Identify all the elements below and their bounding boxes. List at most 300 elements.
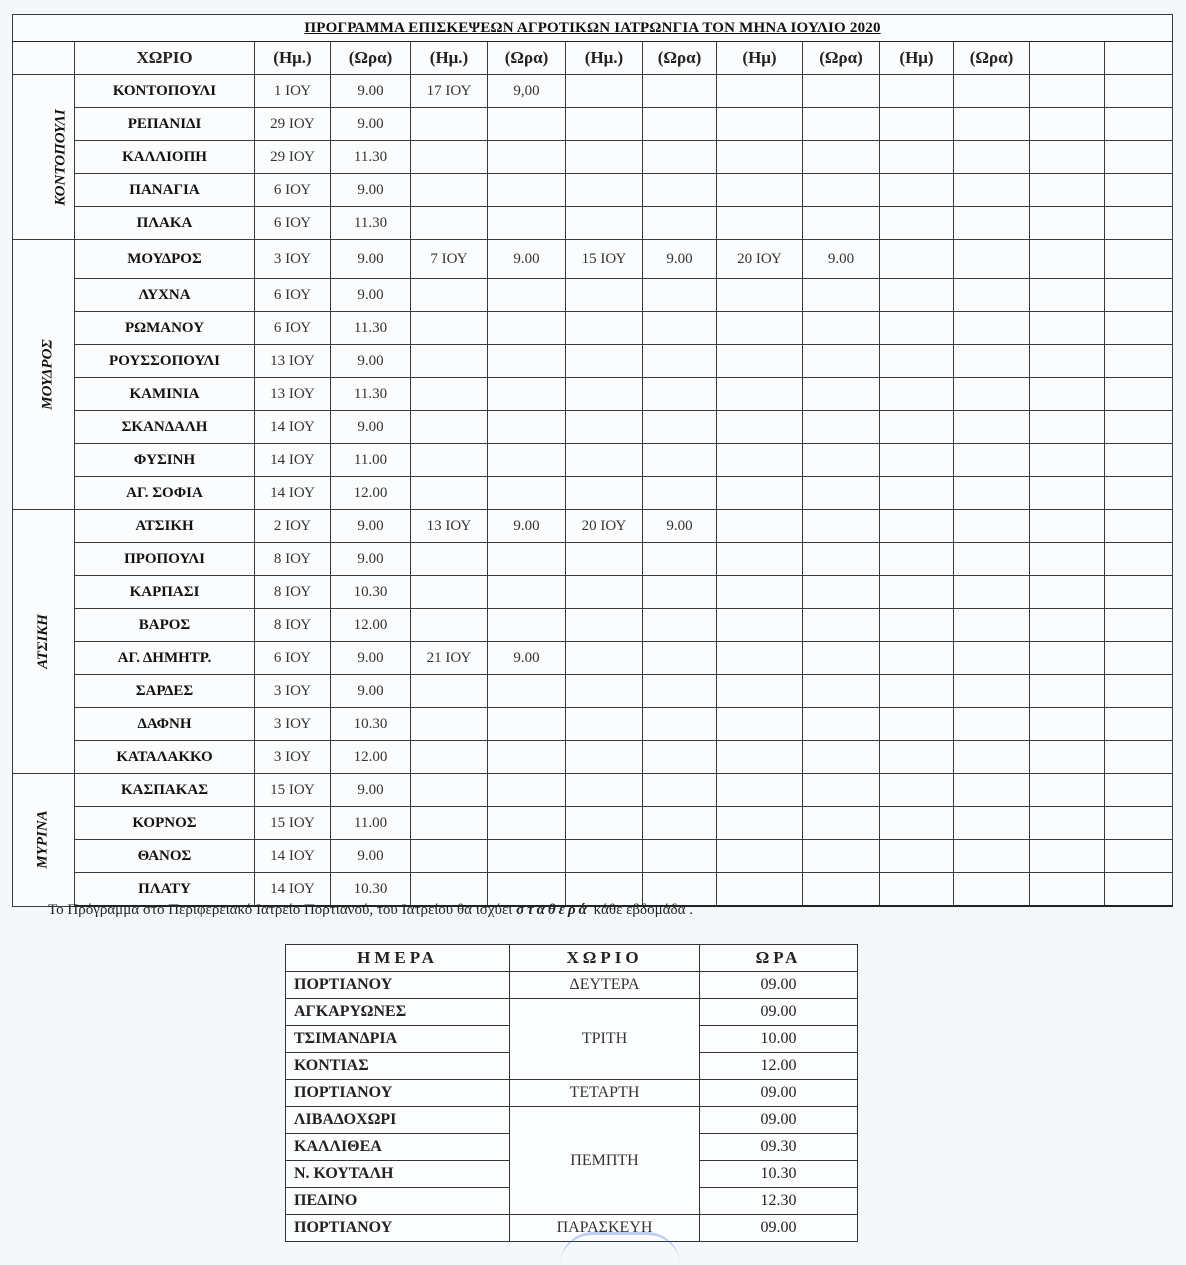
visit-date (880, 873, 954, 907)
visit-time (488, 411, 566, 444)
visit-date (880, 741, 954, 774)
table-row (13, 510, 1173, 543)
visit-date (717, 279, 803, 312)
table-row (13, 444, 1173, 477)
visit-time (488, 774, 566, 807)
visit-date: 8 ΙΟΥ (255, 576, 331, 609)
visit-date (566, 708, 643, 741)
visit-date (1030, 141, 1105, 174)
visit-time: 9,00 (488, 75, 566, 108)
visit-time (803, 279, 880, 312)
visit-date (880, 774, 954, 807)
visit-time: 12.00 (331, 477, 411, 510)
visit-time (803, 345, 880, 378)
visit-date (717, 444, 803, 477)
visit-time (954, 411, 1030, 444)
visit-time: 9.00 (643, 240, 717, 279)
visit-date (566, 108, 643, 141)
group-label (13, 774, 75, 907)
visit-time (643, 708, 717, 741)
visit-date (411, 543, 488, 576)
table-row (13, 576, 1173, 609)
visit-date (566, 576, 643, 609)
visit-time (488, 675, 566, 708)
weekly-village: ΠΕΔΙΝΟ (286, 1188, 510, 1215)
visit-time (1105, 345, 1173, 378)
visit-time: 9.00 (331, 510, 411, 543)
visit-time (954, 774, 1030, 807)
weekly-header-village: ΧΩΡΙΟ (510, 945, 700, 972)
visit-time: 9.00 (331, 345, 411, 378)
visit-time: 11.30 (331, 378, 411, 411)
visit-time: 9.00 (488, 510, 566, 543)
visit-date (880, 444, 954, 477)
visit-time (803, 174, 880, 207)
visit-date (411, 411, 488, 444)
stamp-mark (560, 1232, 680, 1265)
visit-date (717, 108, 803, 141)
visit-time (954, 510, 1030, 543)
visit-time (1105, 642, 1173, 675)
visit-time (488, 141, 566, 174)
village-name: ΚΑΤΑΛΑΚΚΟ (75, 741, 255, 774)
visit-time (643, 675, 717, 708)
weekly-time: 09.00 (700, 1107, 858, 1134)
visit-date (411, 708, 488, 741)
village-name: ΣΚΑΝΔΑΛΗ (75, 411, 255, 444)
visit-time: 9.00 (488, 240, 566, 279)
visit-time (954, 279, 1030, 312)
weekly-village: ΛΙΒΑΔΟΧΩΡΙ (286, 1107, 510, 1134)
weekly-time: 09.00 (700, 1215, 858, 1242)
visit-date: 13 ΙΟΥ (411, 510, 488, 543)
header-row (13, 42, 1173, 75)
visit-date: 21 ΙΟΥ (411, 642, 488, 675)
visit-time (1105, 873, 1173, 907)
visit-date (566, 345, 643, 378)
visit-date (411, 576, 488, 609)
col-header: (Ημ) (717, 42, 803, 75)
weekly-day: ΠΕΜΠΤΗ (510, 1107, 700, 1215)
visit-date (880, 279, 954, 312)
visit-time (954, 141, 1030, 174)
visit-date: 1 ΙΟΥ (255, 75, 331, 108)
village-name: ΡΕΠΑΝΙΔΙ (75, 108, 255, 141)
visit-date: 6 ΙΟΥ (255, 279, 331, 312)
visit-time: 12.00 (331, 609, 411, 642)
visit-time (488, 708, 566, 741)
visit-date (880, 477, 954, 510)
visit-time (1105, 240, 1173, 279)
table-row (13, 279, 1173, 312)
visit-time (643, 543, 717, 576)
village-name: ΚΑΣΠΑΚΑΣ (75, 774, 255, 807)
page-title: ΠΡΟΓΡΑΜΜΑ ΕΠΙΣΚΕΨΕΩΝ ΑΓΡΟΤΙΚΩΝ ΙΑΤΡΩΝΓΙΑ ΤΟΝ ΜΗΝΑ ΙΟΥΛΙΟ 2020 (13, 15, 1173, 42)
visit-time: 9.00 (803, 240, 880, 279)
weekly-header-time: ΩΡΑ (700, 945, 858, 972)
visit-time: 9.00 (331, 279, 411, 312)
visit-date (880, 411, 954, 444)
visit-time (1105, 411, 1173, 444)
weekly-row (286, 1080, 858, 1107)
visit-time (643, 576, 717, 609)
visit-time (488, 477, 566, 510)
visit-time (1105, 312, 1173, 345)
visit-date (880, 840, 954, 873)
visit-date (566, 279, 643, 312)
village-name: ΦΥΣΙΝΗ (75, 444, 255, 477)
visit-date: 14 ΙΟΥ (255, 873, 331, 907)
weekly-schedule-table (285, 944, 858, 1242)
visit-date (566, 174, 643, 207)
weekly-time: 12.00 (700, 1053, 858, 1080)
visit-date: 13 ΙΟΥ (255, 378, 331, 411)
weekly-day: ΠΑΡΑΣΚΕΥΗ (510, 1215, 700, 1242)
col-header: (Ημ.) (255, 42, 331, 75)
visit-time (643, 207, 717, 240)
visit-time (954, 345, 1030, 378)
visit-date (880, 708, 954, 741)
visit-time (803, 411, 880, 444)
visit-time (643, 642, 717, 675)
visit-time (488, 279, 566, 312)
weekly-time: 09.00 (700, 999, 858, 1026)
weekly-time: 09.00 (700, 972, 858, 999)
visit-date (566, 642, 643, 675)
village-name: ΡΟΥΣΣΟΠΟΥΛΙ (75, 345, 255, 378)
visit-date (1030, 411, 1105, 444)
visit-time (954, 240, 1030, 279)
footnote (48, 902, 693, 919)
visit-date: 8 ΙΟΥ (255, 609, 331, 642)
visit-date (1030, 444, 1105, 477)
visit-date: 6 ΙΟΥ (255, 207, 331, 240)
village-name: ΑΤΣΙΚΗ (75, 510, 255, 543)
table-row (13, 207, 1173, 240)
visit-time (488, 609, 566, 642)
visit-time: 11.00 (331, 444, 411, 477)
visit-date (411, 840, 488, 873)
visit-time (488, 108, 566, 141)
weekly-time: 09.30 (700, 1134, 858, 1161)
visit-time (803, 708, 880, 741)
visit-date (1030, 807, 1105, 840)
group-name: ΜΟΥΔΡΟΣ (39, 339, 56, 410)
visit-time (954, 609, 1030, 642)
table-row (13, 312, 1173, 345)
visit-date (411, 312, 488, 345)
visit-date (717, 378, 803, 411)
visit-date (1030, 708, 1105, 741)
visit-time (643, 477, 717, 510)
schedule-body (13, 75, 1173, 907)
visit-time: 9.00 (331, 75, 411, 108)
weekly-village: ΚΑΛΛΙΘΕΑ (286, 1134, 510, 1161)
visit-time: 9.00 (331, 840, 411, 873)
visit-time (488, 543, 566, 576)
visit-time (488, 174, 566, 207)
visit-date (566, 378, 643, 411)
visit-date (411, 378, 488, 411)
visit-date (880, 141, 954, 174)
visit-time: 9.00 (331, 642, 411, 675)
col-header: (Ωρα) (488, 42, 566, 75)
visit-time (803, 741, 880, 774)
visit-date (880, 345, 954, 378)
table-row (13, 108, 1173, 141)
col-header: (Ημ.) (566, 42, 643, 75)
visit-time (1105, 279, 1173, 312)
visit-time (803, 873, 880, 907)
village-name: ΔΑΦΝΗ (75, 708, 255, 741)
visit-date (566, 207, 643, 240)
village-name: ΑΓ. ΔΗΜΗΤΡ. (75, 642, 255, 675)
visit-time (1105, 576, 1173, 609)
visit-date (1030, 642, 1105, 675)
table-row (13, 873, 1173, 907)
visit-time (803, 807, 880, 840)
visit-date (717, 207, 803, 240)
visit-time (803, 510, 880, 543)
visit-date (880, 543, 954, 576)
visit-time (803, 543, 880, 576)
visit-date (717, 312, 803, 345)
weekly-header-day: ΗΜΕΡΑ (286, 945, 510, 972)
visit-date (411, 108, 488, 141)
visit-date (880, 240, 954, 279)
table-row (13, 774, 1173, 807)
village-name: ΣΑΡΔΕΣ (75, 675, 255, 708)
table-row (13, 807, 1173, 840)
group-header (13, 42, 75, 75)
visit-date (880, 174, 954, 207)
village-name: ΑΓ. ΣΟΦΙΑ (75, 477, 255, 510)
visit-time (954, 378, 1030, 411)
visit-date (717, 510, 803, 543)
visit-date: 3 ΙΟΥ (255, 708, 331, 741)
visit-time (1105, 543, 1173, 576)
village-name: ΡΩΜΑΝΟΥ (75, 312, 255, 345)
visit-time (803, 75, 880, 108)
weekly-village: Ν. ΚΟΥΤΑΛΗ (286, 1161, 510, 1188)
visit-time: 9.00 (331, 675, 411, 708)
visit-date: 6 ΙΟΥ (255, 174, 331, 207)
visit-date (1030, 174, 1105, 207)
visit-time (643, 312, 717, 345)
visit-date (717, 576, 803, 609)
title-row (13, 15, 1173, 42)
table-row (13, 174, 1173, 207)
table-row (13, 141, 1173, 174)
visit-date (717, 345, 803, 378)
weekly-time: 09.00 (700, 1080, 858, 1107)
weekly-row (286, 999, 858, 1026)
visit-time (488, 207, 566, 240)
visit-time: 11.30 (331, 312, 411, 345)
visit-time (1105, 75, 1173, 108)
visit-time: 11.30 (331, 141, 411, 174)
weekly-village: ΤΣΙΜΑΝΔΡΙΑ (286, 1026, 510, 1053)
visit-time (643, 108, 717, 141)
visit-date (411, 741, 488, 774)
village-name: ΚΑΛΛΙΟΠΗ (75, 141, 255, 174)
visit-date (880, 807, 954, 840)
visit-time (488, 576, 566, 609)
visit-time (803, 378, 880, 411)
visit-time (488, 345, 566, 378)
visit-date (1030, 774, 1105, 807)
footnote-text: Το Πρόγραμμα στο Περιφερειακό Ιατρείο Πορτιανού, του Ιατρείου θα ισχύει (48, 902, 517, 918)
group-label (13, 75, 75, 240)
table-row (13, 240, 1173, 279)
visit-time (954, 675, 1030, 708)
visit-date: 15 ΙΟΥ (566, 240, 643, 279)
visit-date: 29 ΙΟΥ (255, 108, 331, 141)
visit-date (717, 840, 803, 873)
visit-time: 11.00 (331, 807, 411, 840)
table-row (13, 840, 1173, 873)
visit-time (954, 477, 1030, 510)
table-row (13, 642, 1173, 675)
weekly-day: ΤΕΤΑΡΤΗ (510, 1080, 700, 1107)
visit-date (717, 642, 803, 675)
visit-time: 10.30 (331, 873, 411, 907)
table-row (13, 708, 1173, 741)
visit-date: 6 ΙΟΥ (255, 642, 331, 675)
col-header: (Ωρα) (331, 42, 411, 75)
visit-time (803, 774, 880, 807)
weekly-village: ΠΟΡΤΙΑΝΟΥ (286, 1080, 510, 1107)
visit-time (1105, 477, 1173, 510)
schedule-sheet (12, 14, 1172, 907)
village-name: ΒΑΡΟΣ (75, 609, 255, 642)
visit-time (803, 108, 880, 141)
weekly-row (286, 972, 858, 999)
visit-time: 10.30 (331, 708, 411, 741)
col-header: (Ημ.) (411, 42, 488, 75)
visit-date (566, 774, 643, 807)
visit-date (717, 741, 803, 774)
visit-date (566, 840, 643, 873)
visit-date (411, 141, 488, 174)
visit-date (1030, 840, 1105, 873)
weekly-row (286, 1215, 858, 1242)
visit-date (717, 675, 803, 708)
visit-time (1105, 378, 1173, 411)
visit-date (411, 807, 488, 840)
visit-date (880, 312, 954, 345)
visit-date (880, 510, 954, 543)
visit-time: 9.00 (331, 108, 411, 141)
visit-date: 20 ΙΟΥ (566, 510, 643, 543)
visit-time (488, 312, 566, 345)
table-row (13, 477, 1173, 510)
visit-date (880, 576, 954, 609)
visit-time (803, 609, 880, 642)
visit-time (643, 279, 717, 312)
weekly-village: ΑΓΚΑΡΥΩΝΕΣ (286, 999, 510, 1026)
visit-date (411, 174, 488, 207)
visit-date: 3 ΙΟΥ (255, 240, 331, 279)
weekly-time: 10.30 (700, 1161, 858, 1188)
visit-date (411, 873, 488, 907)
visit-time: 9.00 (643, 510, 717, 543)
table-row (13, 345, 1173, 378)
visit-date (566, 75, 643, 108)
visit-date (1030, 609, 1105, 642)
visit-time (1105, 675, 1173, 708)
visit-date (566, 807, 643, 840)
visit-date (566, 873, 643, 907)
village-header: ΧΩΡΙΟ (75, 42, 255, 75)
visit-date (717, 774, 803, 807)
weekly-row (286, 1107, 858, 1134)
table-row (13, 378, 1173, 411)
visit-date (717, 807, 803, 840)
visit-time (643, 345, 717, 378)
visit-date: 14 ΙΟΥ (255, 411, 331, 444)
visit-date (880, 609, 954, 642)
table-row (13, 741, 1173, 774)
visit-time (1105, 141, 1173, 174)
col-header (1030, 42, 1105, 75)
weekly-village: ΠΟΡΤΙΑΝΟΥ (286, 1215, 510, 1242)
col-header: (Ημ) (880, 42, 954, 75)
visit-time: 9.00 (331, 174, 411, 207)
visit-date (566, 444, 643, 477)
visit-time (488, 378, 566, 411)
visit-time (643, 873, 717, 907)
visit-time (1105, 807, 1173, 840)
visit-time: 9.00 (331, 240, 411, 279)
visit-date (1030, 477, 1105, 510)
footnote-emphasis: σταθερά (516, 902, 590, 918)
weekly-village: ΠΟΡΤΙΑΝΟΥ (286, 972, 510, 999)
visit-date (1030, 873, 1105, 907)
village-name: ΚΑΜΙΝΙΑ (75, 378, 255, 411)
weekly-time: 12.30 (700, 1188, 858, 1215)
weekly-day: ΔΕΥΤΕΡΑ (510, 972, 700, 999)
visit-time (954, 444, 1030, 477)
visit-date (880, 75, 954, 108)
visit-date (566, 312, 643, 345)
visit-time (803, 444, 880, 477)
visit-date (1030, 207, 1105, 240)
visit-time (643, 411, 717, 444)
visit-date (566, 141, 643, 174)
visit-date (880, 378, 954, 411)
visit-time (803, 642, 880, 675)
group-label (13, 240, 75, 510)
visit-date: 6 ΙΟΥ (255, 312, 331, 345)
table-row (13, 675, 1173, 708)
visit-time (643, 75, 717, 108)
visit-date: 14 ΙΟΥ (255, 444, 331, 477)
visit-date (880, 675, 954, 708)
table-row (13, 75, 1173, 108)
visit-date: 20 ΙΟΥ (717, 240, 803, 279)
visit-time (488, 807, 566, 840)
visit-date: 8 ΙΟΥ (255, 543, 331, 576)
visit-time (1105, 774, 1173, 807)
village-name: ΚΟΡΝΟΣ (75, 807, 255, 840)
visit-time (803, 477, 880, 510)
visit-time (488, 873, 566, 907)
visit-time (1105, 207, 1173, 240)
visit-date (411, 675, 488, 708)
visit-date (1030, 312, 1105, 345)
visit-time (803, 312, 880, 345)
